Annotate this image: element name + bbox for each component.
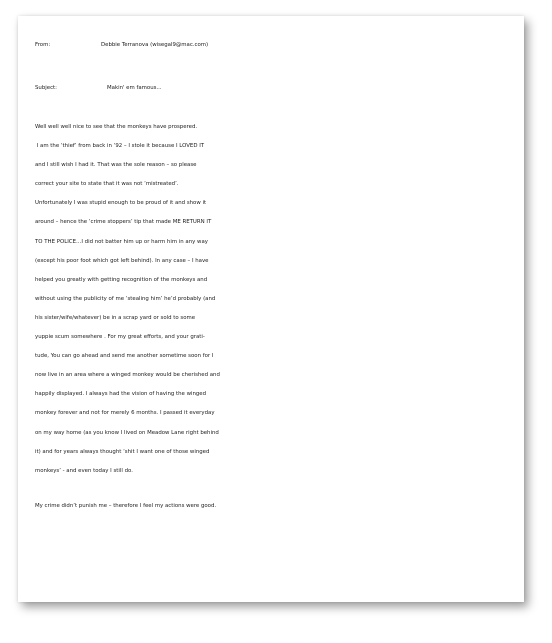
body-line: on my way home (as you know I lived on Meadow Lane right behind <box>35 429 219 436</box>
body-line: (except his poor foot which got left behind). In any case – I have <box>35 257 209 264</box>
body-line: TO THE POLICE…I did not batter him up or harm him in any way <box>35 238 208 245</box>
body-line: around – hence the ‘crime stoppers’ tip that made ME RETURN IT <box>35 219 212 226</box>
body-line: helped you greatly with getting recognition of the monkeys and <box>35 276 208 283</box>
body-line: tude, You can go ahead and send me another sometime soon for I <box>35 353 214 360</box>
subject-value: Makin' em famous... <box>107 85 162 91</box>
closing-line: My crime didn’t punish me – therefore I feel my actions were good. <box>35 502 217 509</box>
body-line: it) and for years always thought ‘shit I want one of those winged <box>35 448 210 455</box>
body-line: correct your site to state that it was not ‘mistreated’. <box>35 181 179 188</box>
body-line: Unfortunately I was stupid enough to be proud of it and show it <box>35 200 207 207</box>
body-line: his sister/wife/whatever) be in a scrap yard or sold to some <box>35 314 196 321</box>
body-line: monkeys’ - and even today I still do. <box>35 467 133 474</box>
body-line: monkey forever and not for merely 6 months. I passed it everyday <box>35 410 215 417</box>
body-line: Well well well nice to see that the monkeys have prospered. <box>35 124 198 130</box>
from-row <box>35 36 524 55</box>
subject-label: Subject: <box>35 85 57 91</box>
email-body <box>35 118 524 481</box>
subject-row <box>35 79 524 98</box>
body-line: happily displayed. I always had the vision of having the winged <box>35 391 207 398</box>
from-label: From: <box>35 42 51 48</box>
body-line: yuppie scum somewhere . For my great efforts, and your grati- <box>35 334 205 341</box>
from-value: Debbie Terranova (wisegal9@mac.com) <box>101 42 209 48</box>
body-line: without using the publicity of me ‘stealing him’ he’d probably (and <box>35 295 216 302</box>
email-printout <box>18 16 524 602</box>
body-line: and I still wish I had it. That was the sole reason – so please <box>35 162 197 169</box>
body-line: now live in an area where a winged monkey would be cherished and <box>35 372 220 379</box>
body-line: I am the ‘thief’ from back in ‘92 – I stole it because I LOVED IT <box>35 143 205 150</box>
